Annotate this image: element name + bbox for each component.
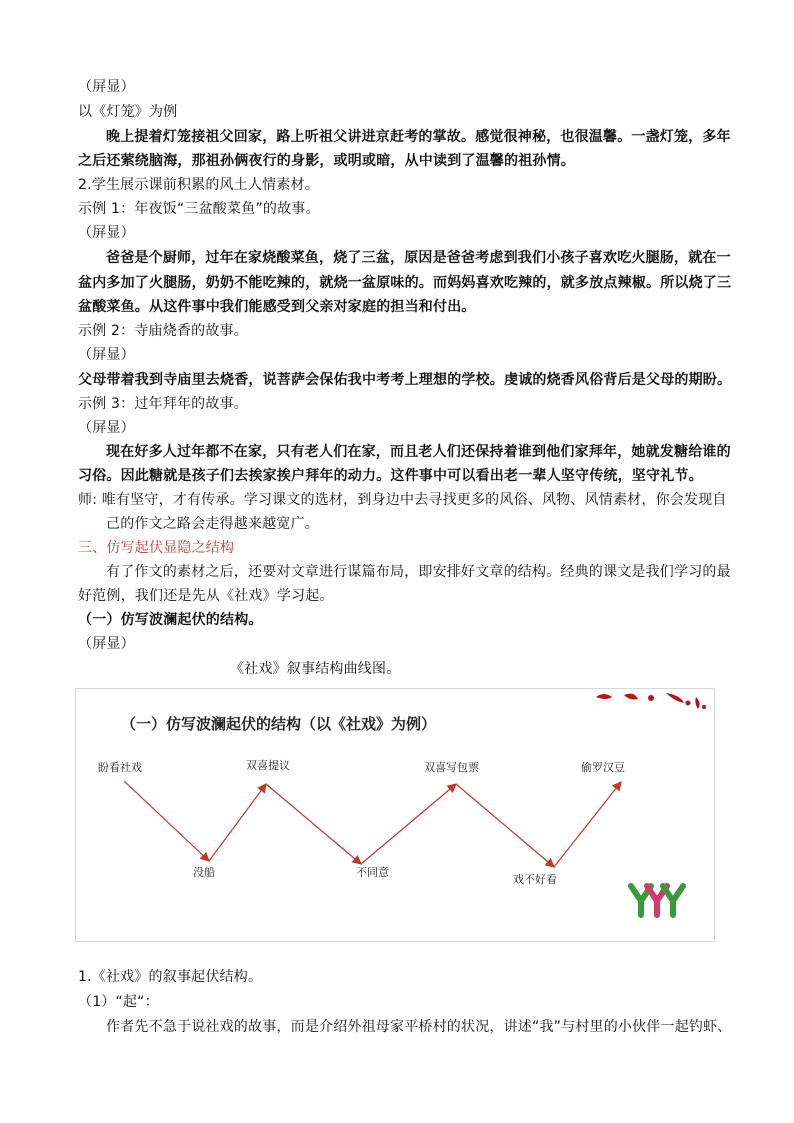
fish-paragraph-line3: 盆酸菜鱼。从这件事中我们能感受到父亲对家庭的担当和付出。 [78,299,476,315]
rise-heading: （1）“起“： [78,994,159,1010]
figure-caption: 《社戏》叙事结构曲线图。 [230,661,401,677]
curve-segments [124,781,621,867]
example-3-title: 示例 3：过年拜年的故事。 [78,396,248,412]
curve-segment-4 [361,784,456,864]
node-label-4: 不同意 [356,866,389,879]
decorative-ink-flourish [596,693,706,709]
fish-paragraph-line2: 盆内多加了火腿肠，奶奶不能吃辣的，就烧一盆原味的。而妈妈喜欢吃辣的，就多放点辣椒。所以烧了三 [78,275,732,291]
lantern-paragraph-line2: 之后还萦绕脑海，那祖孙俩夜行的身影，或明或暗，从中读到了温馨的祖孙情。 [78,153,575,169]
node-label-5: 双喜写包票 [424,761,479,774]
rise-paragraph-line1: 作者先不急于说社戏的故事，而是介绍外祖母家平桥村的状况，讲述“我”与村里的小伙伴一起钓虾、 [106,1019,732,1035]
newyear-paragraph-line2: 习俗。因此糖就是孩子们去挨家挨户拜年的动力。这件事中可以看出老一辈人坚守传统，坚守礼节。 [78,468,703,484]
example-title: 以《灯笼》为例 [78,104,178,120]
fish-paragraph-line1: 爸爸是个厨师，过年在家烧酸菜鱼，烧了三盆，原因是爸爸考虑到我们小孩子喜欢吃火腿肠，就在一 [106,250,731,266]
node-label-3: 双喜提议 [246,759,290,772]
curve-segment-2 [209,784,266,861]
node-label-6: 戏不好看 [513,873,557,886]
structure-intro-line2: 好范例，我们还是先从《社戏》学习起。 [78,588,334,604]
screen-display-label: （屏显） [78,225,135,241]
structure-intro-line1: 有了作文的素材之后，还要对文章进行谋篇布局，即安排好文章的结构。经典的课文是我们学习的最 [106,564,731,580]
example-2-title: 示例 2：寺庙烧香的故事。 [78,323,248,339]
narrative-curve-diagram [76,689,714,941]
curve-segment-6 [554,782,621,867]
curve-segment-1 [124,781,209,861]
screen-display-label: （屏显） [78,420,135,436]
narrative-curve-figure [75,688,715,942]
node-label-1: 盼看社戏 [98,761,142,774]
step-2-text: 2.学生展示课前积累的风土人情素材。 [78,177,319,193]
node-label-2: 没船 [193,866,215,879]
screen-display-label: （屏显） [78,79,135,95]
lantern-paragraph-line1: 晚上提着灯笼接祖父回家，路上听祖父讲进京赶考的掌故。感觉很神秘，也很温馨。一盏灯笼，多年 [106,129,731,145]
newyear-paragraph-line1: 现在好多人过年都不在家，只有老人们在家，而且老人们还保持着谁到他们家拜年，她就发糖给谁的 [106,444,731,460]
screen-display-label: （屏显） [78,347,135,363]
subsection-1-heading: （一）仿写波澜起伏的结构。 [78,612,263,628]
node-label-7: 偷罗汉豆 [581,761,625,774]
yyy-logo [631,886,683,915]
teacher-remark-line2: 己的作文之路会走得越来越宽广。 [106,516,319,532]
narrative-structure-heading: 1.《社戏》的叙事起伏结构。 [78,969,263,985]
screen-display-label: （屏显） [78,636,135,652]
section-3-heading: 三、仿写起伏显隐之结构 [78,540,235,556]
teacher-remark-line1: 师: 唯有坚守，才有传承。学习课文的选材，到身边中去寻找更多的风俗、风物、风情素材，你会发现自 [78,492,727,508]
example-1-title: 示例 1：年夜饭“三盆酸菜鱼”的故事。 [78,201,320,217]
figure-title: （一）仿写波澜起伏的结构（以《社戏》为例） [121,715,437,733]
curve-segment-5 [456,784,554,867]
curve-segment-3 [266,784,361,864]
temple-paragraph: 父母带着我到寺庙里去烧香，说菩萨会保佑我中考考上理想的学校。虔诚的烧香风俗背后是父母的期盼。 [78,372,732,388]
